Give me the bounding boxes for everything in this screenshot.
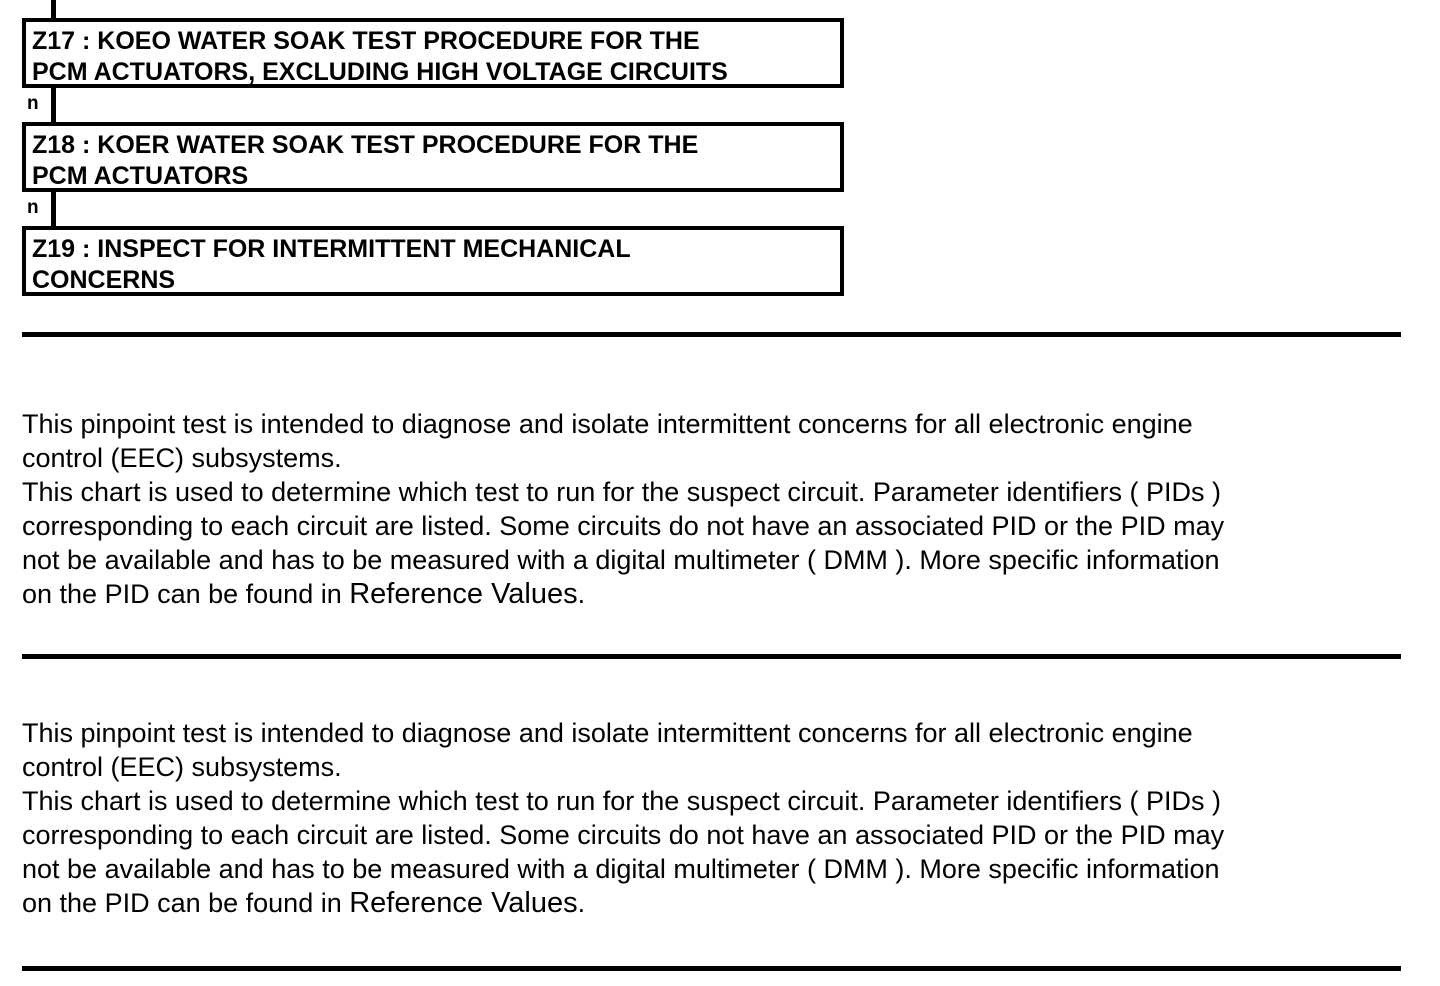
branch-label-no: n [27, 197, 39, 218]
paragraph-line: control (EEC) subsystems. [22, 443, 342, 473]
paragraph-line: corresponding to each circuit are listed. Some circuits do not have an associated PID or the PID may [22, 511, 1225, 541]
flow-step-z18[interactable] [22, 122, 844, 192]
flow-step-z17[interactable] [22, 18, 844, 88]
flow-step-line: Z17 : KOEO WATER SOAK TEST PROCEDURE FOR THE [32, 27, 700, 55]
flow-step-line: PCM ACTUATORS, EXCLUDING HIGH VOLTAGE CIRCUITS [32, 58, 728, 86]
description-paragraph [22, 407, 1412, 611]
flow-connector-2 [51, 192, 56, 226]
flow-step-z19[interactable] [22, 226, 844, 296]
reference-values-link[interactable]: Reference Values [349, 578, 578, 610]
paragraph-text: . [577, 888, 586, 918]
flow-step-line: Z19 : INSPECT FOR INTERMITTENT MECHANICAL [32, 235, 631, 263]
flow-step-line: Z18 : KOER WATER SOAK TEST PROCEDURE FOR THE [32, 131, 699, 159]
flow-connector-1 [51, 88, 56, 122]
paragraph-line: This chart is used to determine which test to run for the suspect circuit. Parameter identifiers ( PIDs ) [22, 477, 1221, 507]
paragraph-line: not be available and has to be measured with a digital multimeter ( DMM ). More specific information [22, 545, 1220, 575]
flow-step-line: CONCERNS [32, 266, 176, 294]
flow-step-text [32, 130, 698, 192]
paragraph-line: This pinpoint test is intended to diagnose and isolate intermittent concerns for all electronic engine [22, 409, 1193, 439]
flow-step-text [32, 234, 631, 296]
flow-connector-top [51, 0, 56, 18]
flow-step-line: PCM ACTUATORS [32, 162, 249, 190]
paragraph-line: This chart is used to determine which test to run for the suspect circuit. Parameter identifiers ( PIDs ) [22, 786, 1221, 816]
section-divider [22, 654, 1401, 659]
flow-step-text [32, 26, 728, 88]
reference-values-link[interactable]: Reference Values [349, 887, 578, 919]
section-divider [22, 966, 1401, 971]
section-divider [22, 332, 1401, 337]
paragraph-line [22, 886, 1412, 920]
paragraph-line [22, 577, 1412, 611]
description-paragraph [22, 716, 1412, 920]
paragraph-line: corresponding to each circuit are listed. Some circuits do not have an associated PID or the PID may [22, 820, 1225, 850]
paragraph-line: not be available and has to be measured with a digital multimeter ( DMM ). More specific information [22, 854, 1220, 884]
paragraph-line: control (EEC) subsystems. [22, 752, 342, 782]
paragraph-text: on the PID can be found in [22, 888, 350, 918]
paragraph-text: on the PID can be found in [22, 579, 350, 609]
branch-label-no: n [27, 93, 39, 114]
paragraph-line: This pinpoint test is intended to diagnose and isolate intermittent concerns for all electronic engine [22, 718, 1193, 748]
paragraph-text: . [577, 579, 586, 609]
